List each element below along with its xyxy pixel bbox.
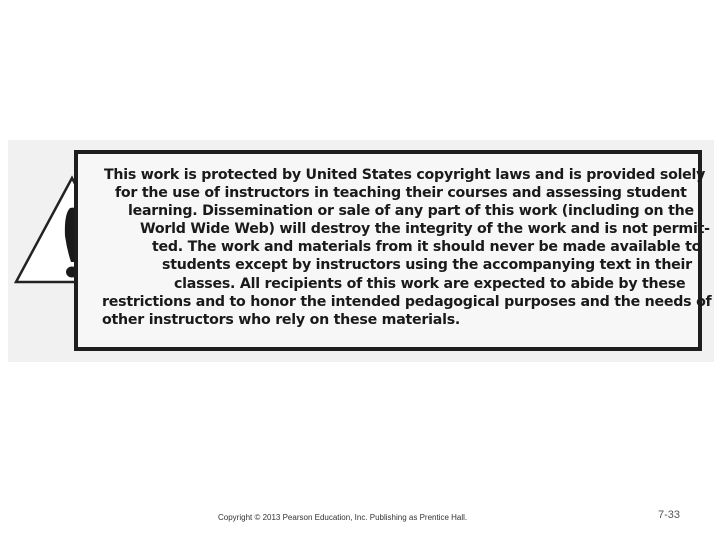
footer-copyright: Copyright © 2013 Pearson Education, Inc. Publishing as Prentice Hall. bbox=[218, 513, 468, 522]
notice-line: other instructors who rely on these materials. bbox=[102, 311, 461, 328]
notice-line: World Wide Web) will destroy the integrity of the work and is not permit- bbox=[140, 221, 710, 238]
notice-line: learning. Dissemination or sale of any part of this work (including on the bbox=[128, 203, 694, 220]
copyright-notice-text bbox=[90, 166, 712, 329]
notice-line: classes. All recipients of this work are expected to abide by these bbox=[174, 275, 686, 292]
notice-line: for the use of instructors in teaching their courses and assessing student bbox=[115, 185, 687, 202]
notice-line: This work is protected by United States copyright laws and is provided solely bbox=[104, 167, 706, 183]
notice-line: restrictions and to honor the intended pedagogical purposes and the needs of bbox=[102, 293, 712, 310]
notice-line: students except by instructors using the accompanying text in their bbox=[162, 257, 692, 274]
notice-line: ted. The work and materials from it should never be made available to bbox=[152, 239, 702, 256]
slide-number: 7-33 bbox=[657, 509, 680, 521]
copyright-notice-panel bbox=[8, 140, 714, 362]
